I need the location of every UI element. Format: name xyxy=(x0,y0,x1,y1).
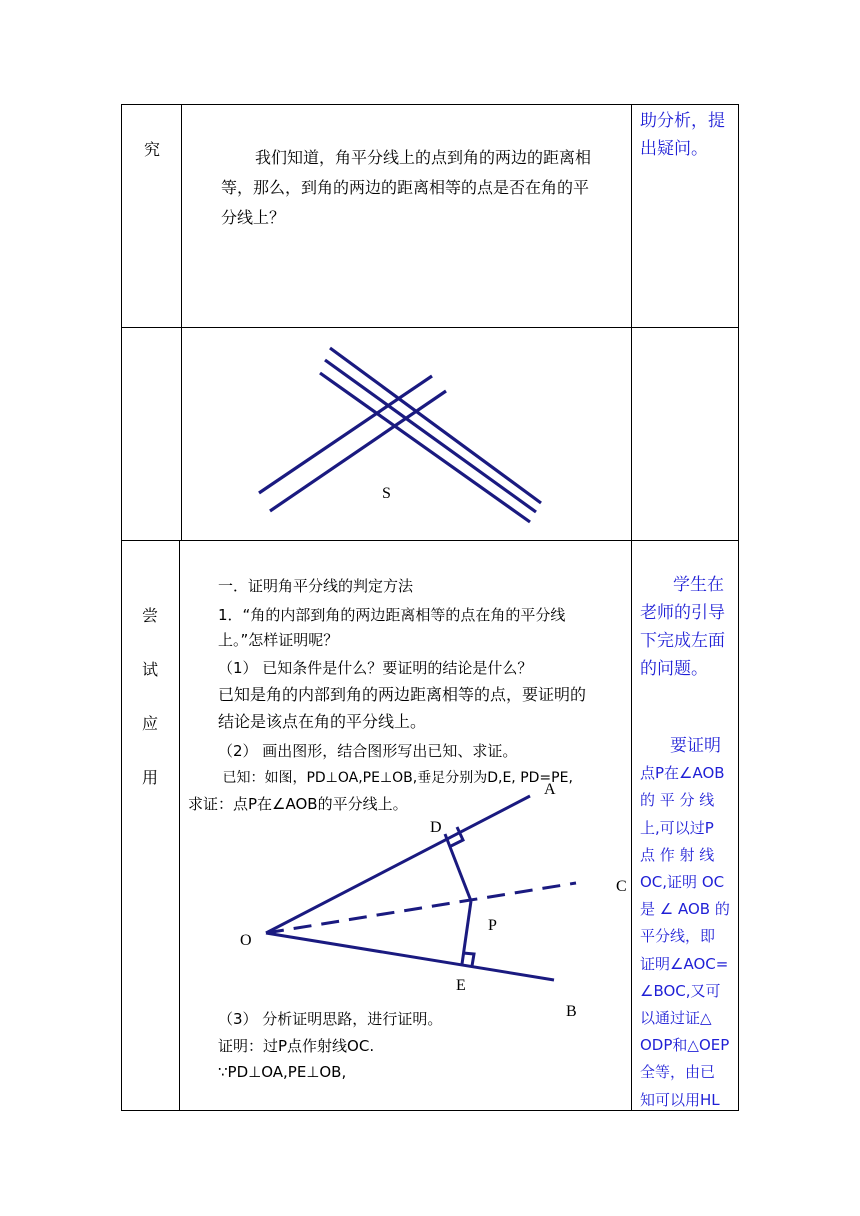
teacher-note-1-line-1: 助分析，提 xyxy=(640,111,725,131)
label-o: O xyxy=(240,932,252,949)
prove-statement: 求证：点P在∠AOB的平分线上。 xyxy=(188,795,408,813)
teacher-note-2-line-1: 学生在 xyxy=(673,575,724,595)
intro-paragraph xyxy=(221,143,629,233)
teacher-note-2 xyxy=(640,571,732,683)
ray-oa xyxy=(266,796,530,933)
figure-label-s: S xyxy=(382,485,391,502)
strip-line-2 xyxy=(325,360,536,512)
table-border-right xyxy=(738,104,739,1111)
label-c: C xyxy=(616,878,627,895)
table-row-divider-2 xyxy=(121,540,739,541)
section-label-shi: 试 xyxy=(141,660,158,679)
section-label-chang: 尝 xyxy=(141,606,158,625)
teacher-note-3-line-13: 全等，由已 xyxy=(640,1063,716,1082)
teacher-note-2-line-2: 老师的引导 xyxy=(640,603,725,623)
item1-line-2: 上。”怎样证明呢？ xyxy=(218,631,339,649)
section-label-ying: 应 xyxy=(141,714,158,733)
proof-line-2: ∵PD⊥OA,PE⊥OB, xyxy=(218,1063,347,1081)
angle-bisector-figure xyxy=(230,776,630,1020)
teacher-note-3-line-3: 的 平 分 线 xyxy=(640,791,715,810)
intro-line-1: 我们知道，角平分线上的点到角的两边的距离相 xyxy=(255,148,592,167)
teacher-note-3-line-6: OC,证明 OC xyxy=(640,873,725,892)
table-divider-col2 xyxy=(631,104,632,1111)
label-e: E xyxy=(456,977,466,994)
intro-line-2: 等，那么，到角的两边的距离相等的点是否在角的平 xyxy=(221,178,590,197)
item1-line-1: 1．“角的内部到角的两边距离相等的点在角的平分线 xyxy=(218,606,566,624)
teacher-note-3-line-7: 是 ∠ AOB 的 xyxy=(640,900,730,919)
label-a: A xyxy=(544,781,556,798)
teacher-note-1-line-2: 出疑问。 xyxy=(640,139,708,159)
section-label-jiu: 究 xyxy=(143,140,160,159)
given-statement: 已知：如图，PD⊥OA,PE⊥OB,垂足分别为D,E, PD=PE, xyxy=(218,770,573,786)
method-heading: 一．证明角平分线的判定方法 xyxy=(218,577,414,595)
teacher-note-3-line-14: 知可以用HL xyxy=(640,1090,720,1109)
teacher-note-1 xyxy=(640,107,732,163)
table-border-top xyxy=(121,104,739,105)
crossing-lines-figure xyxy=(182,328,631,540)
label-b: B xyxy=(566,1003,577,1020)
answer-1-line-2: 结论是该点在角的平分线上。 xyxy=(218,712,427,731)
label-p: P xyxy=(488,917,497,934)
question-1: （1） 已知条件是什么？要证明的结论是什么？ xyxy=(218,659,533,677)
teacher-note-3-line-2: 点P在∠AOB xyxy=(640,764,725,783)
teacher-note-3-line-9: 证明∠AOC= xyxy=(640,954,729,973)
teacher-note-3-line-11: 以通过证△ xyxy=(640,1009,712,1028)
answer-1-line-1: 已知是角的内部到角的两边距离相等的点，要证明的 xyxy=(218,685,587,704)
strip-line-3 xyxy=(320,373,530,522)
intro-line-3: 分线上？ xyxy=(221,208,286,227)
question-3: （3） 分析证明思路，进行证明。 xyxy=(218,1010,443,1028)
teacher-note-3-line-5: 点 作 射 线 xyxy=(640,845,715,864)
section-label-yong: 用 xyxy=(141,768,158,787)
teacher-note-3-line-10: ∠BOC,又可 xyxy=(640,981,721,1000)
label-d: D xyxy=(430,819,442,836)
teacher-note-3-line-8: 平分线，即 xyxy=(640,927,716,946)
teacher-note-3 xyxy=(640,733,732,1114)
table-divider-col1-bottom xyxy=(179,540,180,1111)
proof-line-1: 证明：过P点作射线OC. xyxy=(218,1037,375,1055)
teacher-note-3-line-1: 要证明 xyxy=(670,736,721,756)
question-2: （2） 画出图形，结合图形写出已知、求证。 xyxy=(218,742,518,760)
teacher-note-2-line-4: 的问题。 xyxy=(640,659,708,679)
strip-line-5 xyxy=(270,391,446,511)
ray-ob xyxy=(266,933,554,980)
teacher-note-3-line-4: 上,可以过P xyxy=(640,818,714,837)
teacher-note-2-line-3: 下完成左面 xyxy=(640,631,725,651)
teacher-note-3-line-12: ODP和△OEP xyxy=(640,1036,730,1055)
